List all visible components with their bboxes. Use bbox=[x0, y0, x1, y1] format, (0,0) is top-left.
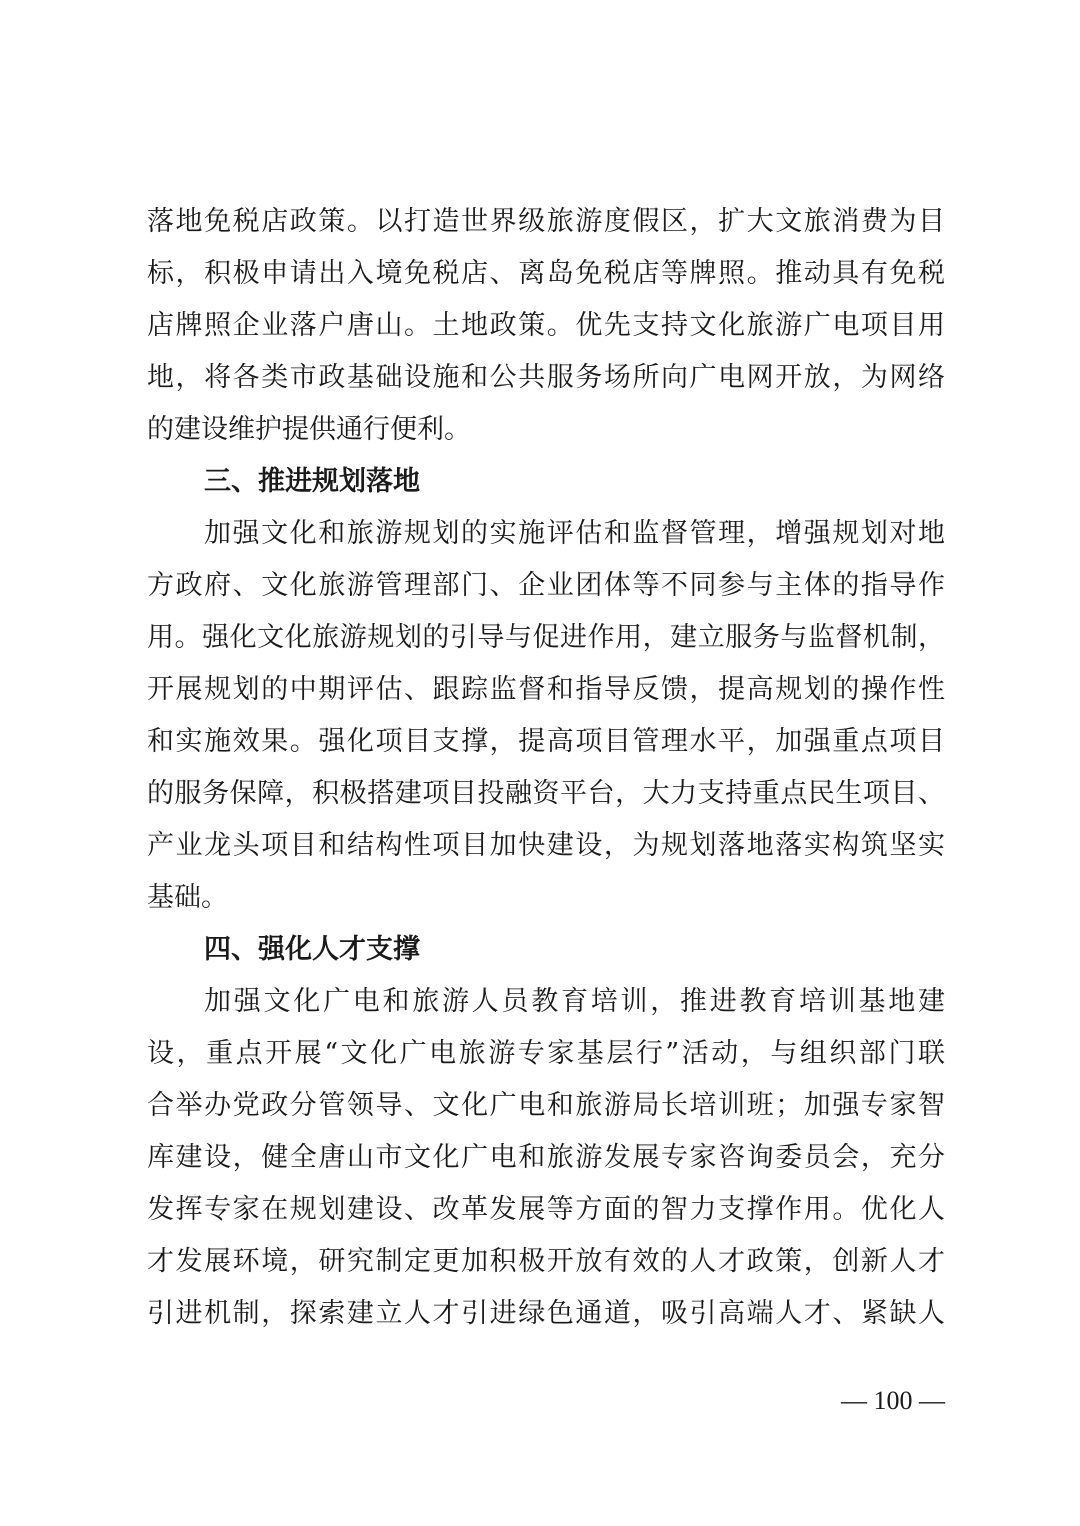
section-heading-3: 三、推进规划落地 bbox=[204, 466, 420, 497]
text-line: 发挥专家在规划建设、改革发展等方面的智力支撑作用。优化人 bbox=[147, 1194, 945, 1225]
text-line: 开展规划的中期评估、跟踪监督和指导反馈，提高规划的操作性 bbox=[147, 674, 945, 705]
text-line: 和实施效果。强化项目支撑，提高项目管理水平，加强重点项目 bbox=[147, 726, 945, 757]
text-line: 的建设维护提供通行便利。 bbox=[147, 414, 471, 445]
text-line: 合举办党政分管领导、文化广电和旅游局长培训班；加强专家智 bbox=[147, 1090, 945, 1121]
text-line: 加强文化和旅游规划的实施评估和监督管理，增强规划对地 bbox=[204, 518, 945, 549]
section-3-paragraph bbox=[147, 508, 945, 924]
text-line: 产业龙头项目和结构性项目加快建设，为规划落地落实构筑坚实 bbox=[147, 830, 945, 861]
section-4-paragraph bbox=[147, 976, 945, 1340]
section-heading-4: 四、强化人才支撑 bbox=[204, 934, 420, 965]
page-number: — 100 — bbox=[841, 1386, 945, 1415]
text-line: 地，将各类市政基础设施和公共服务场所向广电网开放，为网络 bbox=[147, 362, 945, 393]
text-line: 的服务保障，积极搭建项目投融资平台，大力支持重点民生项目、 bbox=[147, 778, 945, 809]
document-body bbox=[147, 196, 945, 1340]
text-line: 标，积极申请出入境免税店、离岛免税店等牌照。推动具有免税 bbox=[147, 258, 945, 289]
text-line: 设，重点开展“文化广电旅游专家基层行”活动，与组织部门联 bbox=[147, 1038, 945, 1069]
paragraph-continued bbox=[147, 196, 945, 456]
text-line: 引进机制，探索建立人才引进绿色通道，吸引高端人才、紧缺人 bbox=[147, 1298, 945, 1329]
text-line: 基础。 bbox=[147, 882, 228, 913]
text-line: 店牌照企业落户唐山。土地政策。优先支持文化旅游广电项目用 bbox=[147, 310, 945, 341]
text-line: 库建设，健全唐山市文化广电和旅游发展专家咨询委员会，充分 bbox=[147, 1142, 945, 1173]
text-line: 用。强化文化旅游规划的引导与促进作用，建立服务与监督机制， bbox=[147, 622, 945, 653]
text-line: 方政府、文化旅游管理部门、企业团体等不同参与主体的指导作 bbox=[147, 570, 945, 601]
text-line: 加强文化广电和旅游人员教育培训，推进教育培训基地建 bbox=[204, 986, 945, 1017]
text-line: 落地免税店政策。以打造世界级旅游度假区，扩大文旅消费为目 bbox=[147, 206, 945, 237]
text-line: 才发展环境，研究制定更加积极开放有效的人才政策，创新人才 bbox=[147, 1246, 945, 1277]
